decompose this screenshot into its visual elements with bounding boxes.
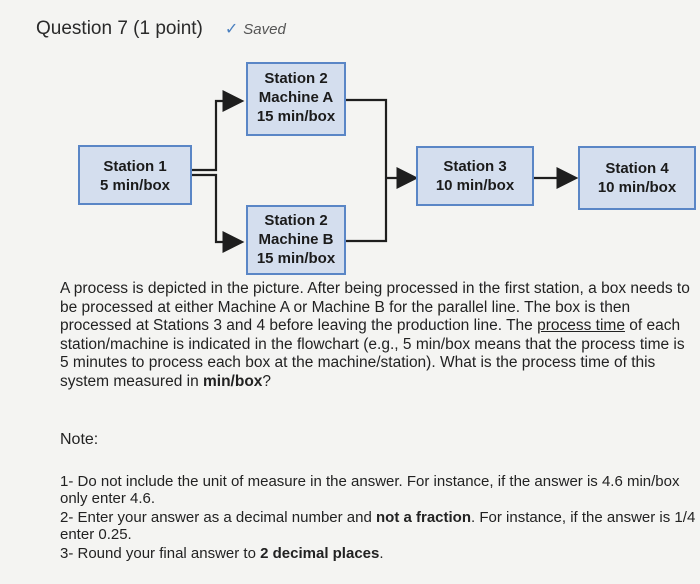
station4-label: Station 4 <box>605 160 669 177</box>
note-item-3 <box>60 545 696 562</box>
station2b-time: 15 min/box <box>256 250 336 267</box>
note-item-3-text-a: 3- Round your final answer to <box>60 545 261 562</box>
note-item-2-emphasis: not a fraction <box>376 509 472 526</box>
note-item-3-emphasis: 2 decimal places <box>260 545 380 562</box>
connector-s1-to-s2b <box>192 175 240 242</box>
question-text-part3: ? <box>262 372 272 390</box>
saved-label: Saved <box>243 20 286 38</box>
station2b-box <box>246 205 346 275</box>
note-item-2-text-a: 2- Enter your answer as a decimal number and <box>60 509 376 526</box>
unit-emphasis: min/box <box>203 372 263 390</box>
station1-time: 5 min/box <box>99 177 170 194</box>
station2a-time: 15 min/box <box>256 108 336 125</box>
station2a-box <box>246 62 346 136</box>
station2a-machine: Machine A <box>258 89 334 106</box>
note-item-2-text-b: . For instance, if the answer is 1/4 enter 0.25. <box>60 509 696 543</box>
station2b-machine: Machine B <box>258 231 334 248</box>
flowchart-connectors <box>0 0 700 280</box>
station3-time: 10 min/box <box>435 177 515 194</box>
note-label: Note: <box>60 431 99 448</box>
station1-box <box>78 145 192 205</box>
station1-label: Station 1 <box>103 158 167 175</box>
note-list <box>60 473 696 564</box>
station3-label: Station 3 <box>443 158 507 175</box>
note-item-3-text-b: . <box>379 545 384 562</box>
check-icon: ✓ <box>224 21 239 38</box>
question-text <box>60 280 696 391</box>
question-text-part1: A process is depicted in the picture. After being processed in the first station, a box needs to be processed at either Machine A or Machine B for the parallel line. The box is then processed at Stations 3 and 4 before leaving the production line. The <box>60 280 690 334</box>
process-time-term: process time <box>537 317 625 334</box>
station2a-label: Station 2 <box>264 70 328 87</box>
connector-s2a-to-merge <box>346 100 386 178</box>
station2b-label: Station 2 <box>264 212 328 229</box>
connector-s2b-to-merge <box>346 178 386 241</box>
question-text-part2: of each station/machine is indicated in the flowchart (e.g., 5 min/box means that the process time is 5 minutes to process each box at the machine/station). What is the process time of this system measured in <box>60 317 685 390</box>
connector-s1-to-s2a <box>192 101 240 170</box>
station4-time: 10 min/box <box>597 179 677 196</box>
station3-box <box>416 146 534 206</box>
question-title: Question 7 (1 point) <box>36 18 203 39</box>
note-item-2 <box>60 509 696 543</box>
note-item-1: 1- Do not include the unit of measure in the answer. For instance, if the answer is 4.6 min/box only enter 4.6. <box>60 473 680 507</box>
station4-box <box>578 146 696 210</box>
